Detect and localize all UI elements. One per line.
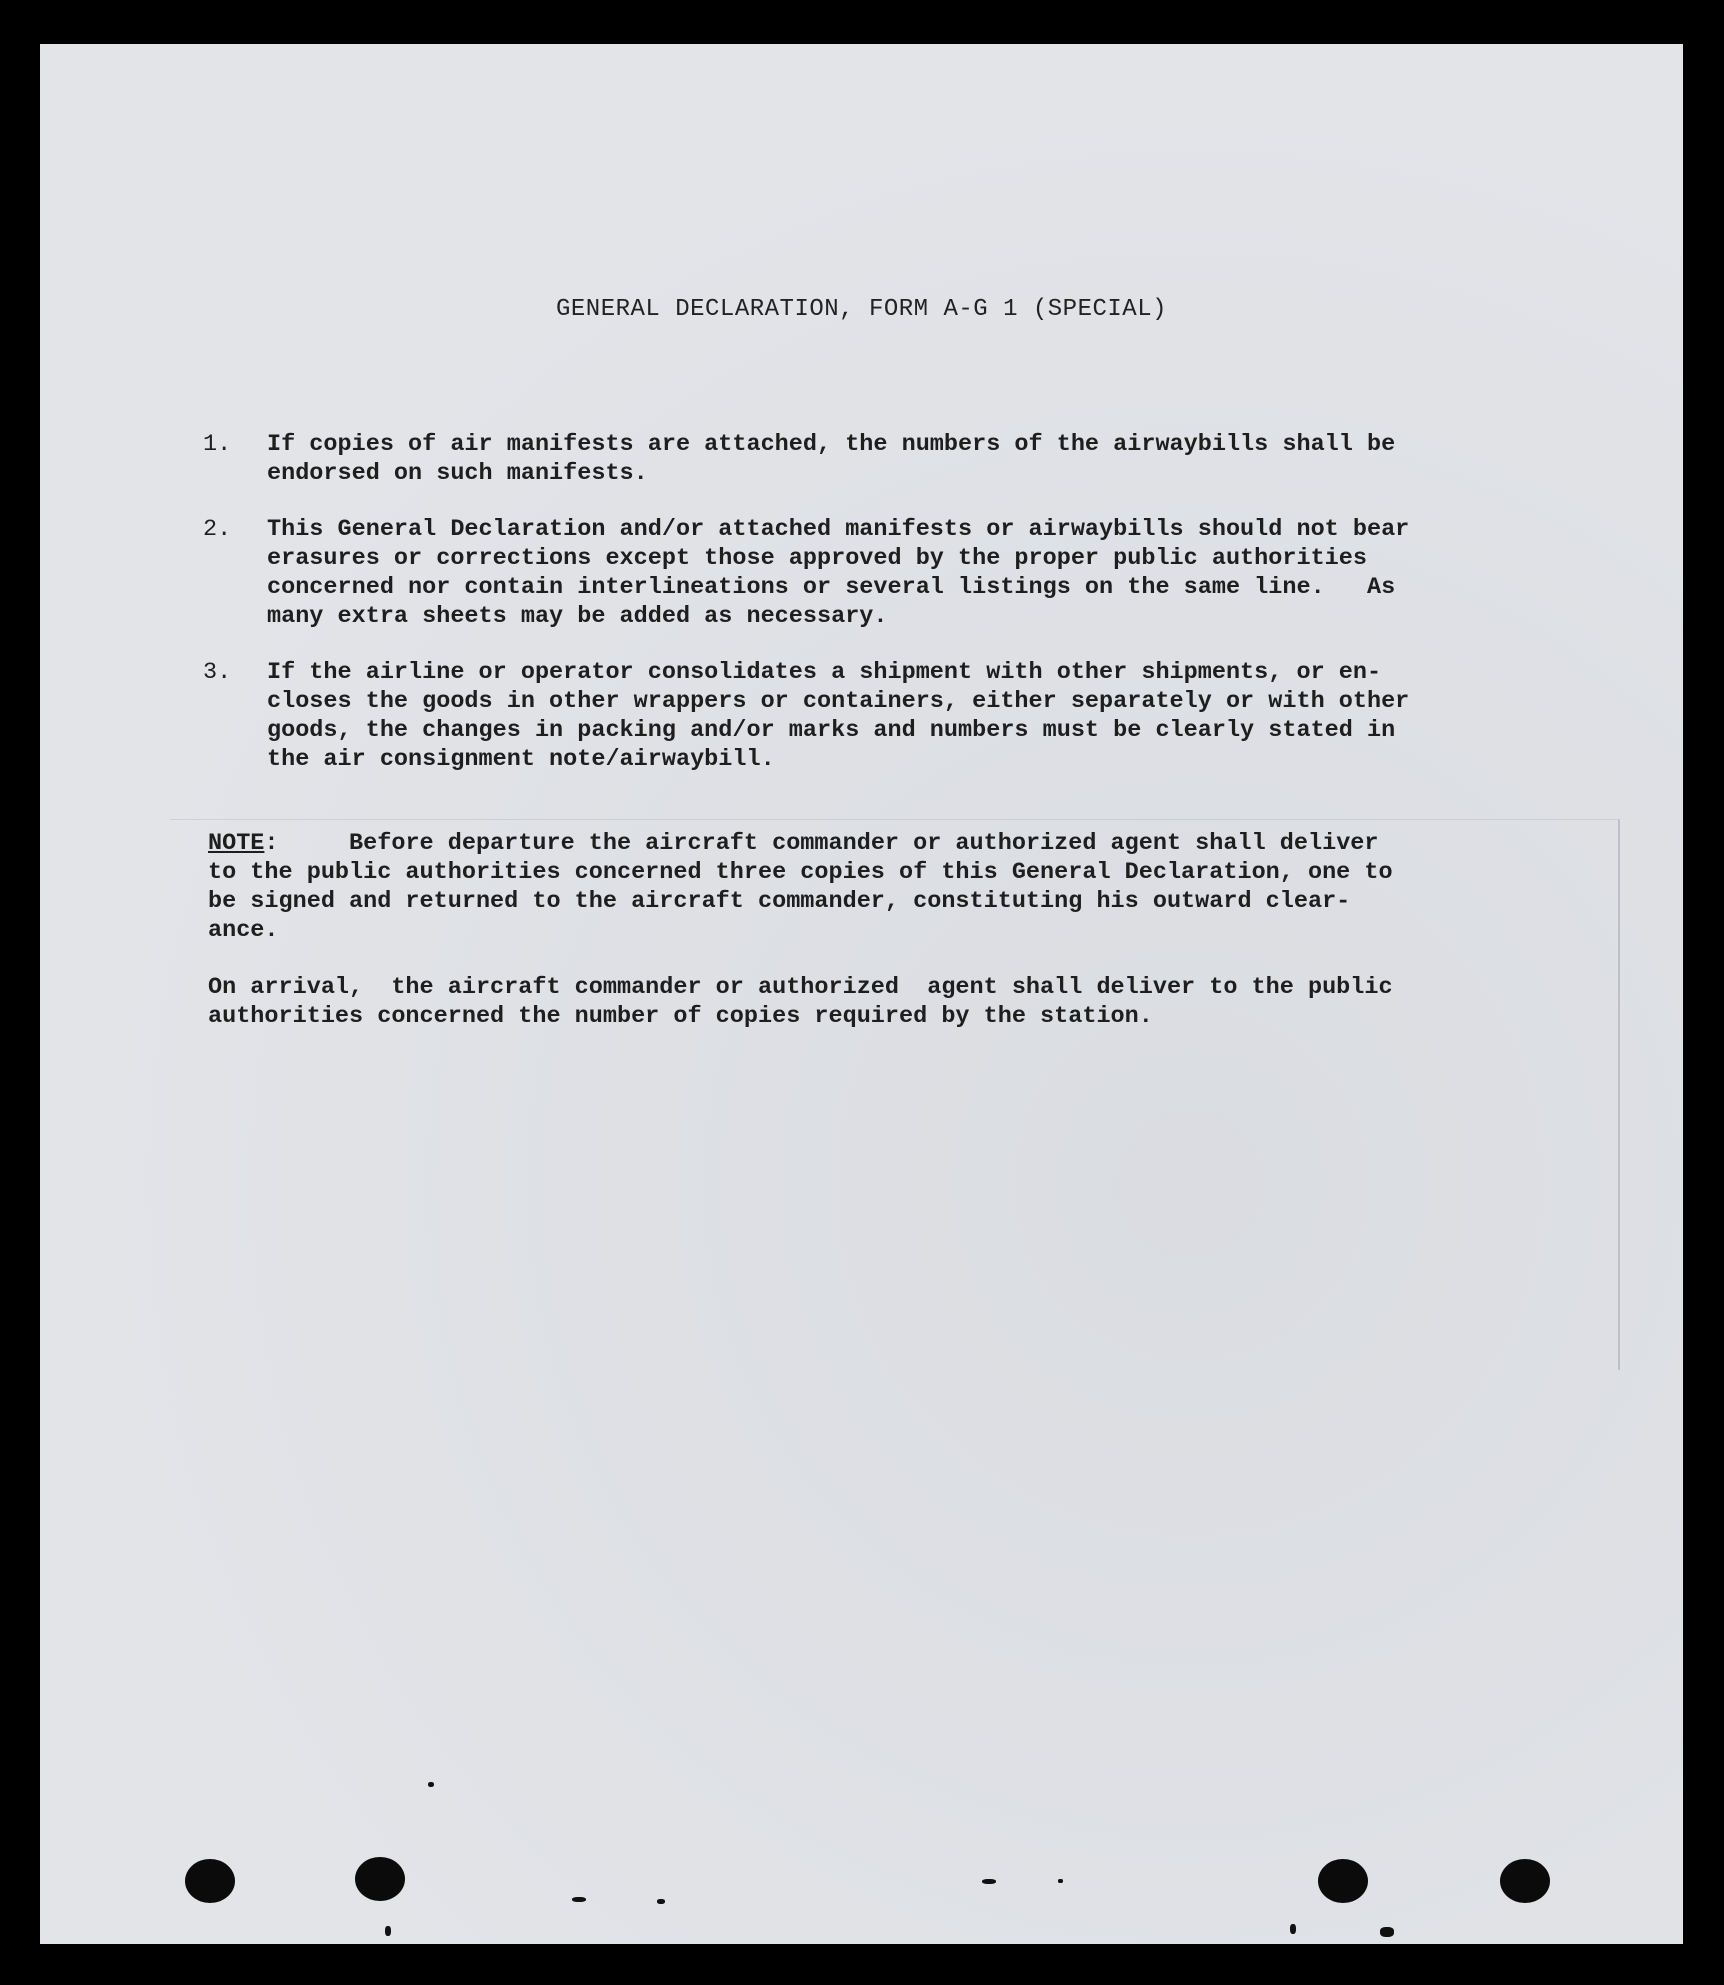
note-line: be signed and returned to the aircraft commander, constituting his outward clear- bbox=[208, 888, 1351, 915]
arrival-line: On arrival, the aircraft commander or authorized agent shall deliver to the public bbox=[208, 974, 1393, 1001]
item-line: erasures or corrections except those approved by the proper public authorities bbox=[267, 545, 1367, 572]
document-page bbox=[40, 44, 1683, 1944]
item-number: 1. bbox=[203, 431, 232, 458]
speck bbox=[1058, 1879, 1063, 1883]
punch-hole bbox=[355, 1857, 405, 1901]
item-number: 3. bbox=[203, 659, 232, 686]
punch-hole bbox=[185, 1859, 235, 1903]
item-line: closes the goods in other wrappers or containers, either separately or with other bbox=[267, 688, 1410, 715]
note-line: to the public authorities concerned three copies of this General Declaration, one to bbox=[208, 859, 1393, 886]
speck bbox=[428, 1782, 434, 1787]
note-label: NOTE bbox=[208, 830, 265, 857]
item-line: goods, the changes in packing and/or marks and numbers must be clearly stated in bbox=[267, 717, 1396, 744]
item-number: 2. bbox=[203, 516, 232, 543]
speck bbox=[572, 1897, 586, 1902]
punch-hole bbox=[1500, 1859, 1550, 1903]
item-line: This General Declaration and/or attached manifests or airwaybills should not bear bbox=[267, 516, 1410, 543]
item-line: If the airline or operator consolidates a shipment with other shipments, or en- bbox=[267, 659, 1382, 686]
note-first-line-text: : Before departure the aircraft commander or authorized agent shall deliver bbox=[264, 830, 1379, 857]
item-line: If copies of air manifests are attached, the numbers of the airwaybills shall be bbox=[267, 431, 1396, 458]
item-line: endorsed on such manifests. bbox=[267, 460, 648, 487]
speck bbox=[1380, 1927, 1394, 1937]
arrival-line: authorities concerned the number of copies required by the station. bbox=[208, 1003, 1153, 1030]
speck bbox=[982, 1879, 996, 1884]
item-line: concerned nor contain interlineations or several listings on the same line. As bbox=[267, 574, 1396, 601]
note-first-line bbox=[208, 829, 1379, 858]
item-line: the air consignment note/airwaybill. bbox=[267, 746, 775, 773]
speck bbox=[385, 1926, 391, 1936]
speck bbox=[1290, 1924, 1296, 1934]
item-line: many extra sheets may be added as necessary. bbox=[267, 603, 888, 630]
speck bbox=[657, 1899, 665, 1904]
note-line: ance. bbox=[208, 917, 279, 944]
document-title: GENERAL DECLARATION, FORM A-G 1 (SPECIAL) bbox=[556, 296, 1167, 323]
punch-hole bbox=[1318, 1859, 1368, 1903]
